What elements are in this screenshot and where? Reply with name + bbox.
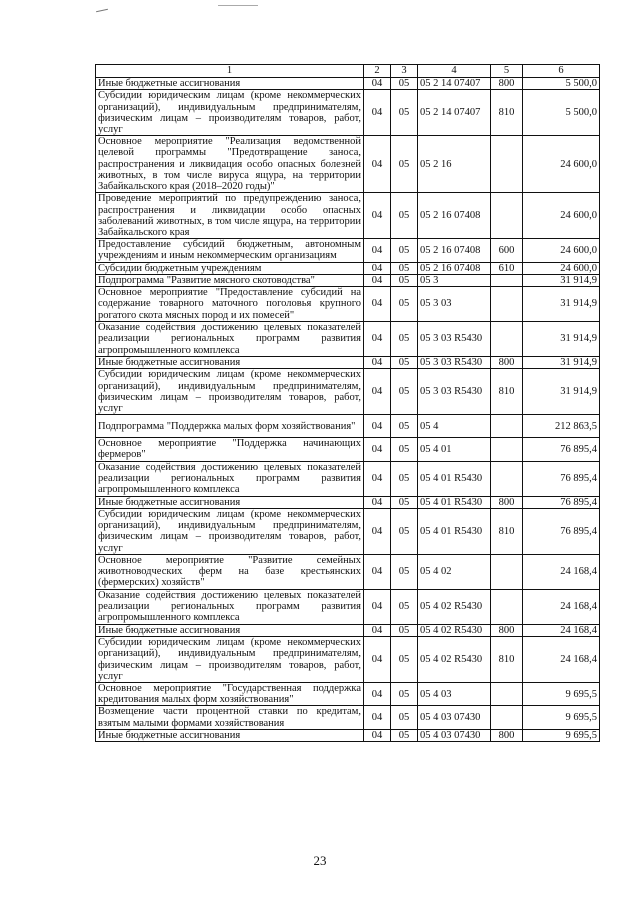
amount-value: 9 695,5 [523,729,600,741]
section-code: 04 [364,262,391,274]
amount-value: 212 863,5 [523,415,600,438]
subsection-code: 05 [391,322,418,357]
row-description: Подпрограмма "Поддержка малых форм хозяйствования" [96,415,364,438]
section-code: 04 [364,683,391,706]
expense-type-code: 610 [491,262,523,274]
column-header: 3 [391,65,418,78]
table-row [96,729,600,741]
budget-table-body [96,65,600,742]
table-row [96,90,600,136]
amount-value: 24 168,4 [523,554,600,589]
table-row [96,624,600,636]
section-code: 04 [364,624,391,636]
row-description: Основное мероприятие "Развитие семейных животноводческих ферм на базе крестьянских (фермерских) хозяйств" [96,554,364,589]
section-code: 04 [364,274,391,286]
table-row [96,262,600,274]
expense-type-code [491,415,523,438]
row-description: Иные бюджетные ассигнования [96,78,364,90]
table-row [96,589,600,624]
expense-type-code: 810 [491,508,523,554]
subsection-code: 05 [391,729,418,741]
row-description: Основное мероприятие "Поддержка начинающих фермеров" [96,438,364,461]
expense-type-code: 810 [491,90,523,136]
section-code: 04 [364,706,391,729]
amount-value: 9 695,5 [523,706,600,729]
row-description: Основное мероприятие "Предоставление субсидий на содержание товарного маточного поголовья крупного рогатого скота мясных пород и их помесей" [96,287,364,322]
section-code: 04 [364,136,391,193]
amount-value: 76 895,4 [523,438,600,461]
expense-type-code [491,193,523,239]
table-row [96,78,600,90]
table-row [96,496,600,508]
section-code: 04 [364,90,391,136]
column-header: 4 [418,65,491,78]
row-description: Субсидии бюджетным учреждениям [96,262,364,274]
subsection-code: 05 [391,438,418,461]
subsection-code: 05 [391,496,418,508]
section-code: 04 [364,369,391,415]
target-article-code: 05 4 03 07430 [418,729,491,741]
subsection-code: 05 [391,274,418,286]
target-article-code: 05 3 03 [418,287,491,322]
row-description: Субсидии юридическим лицам (кроме некоммерческих организаций), индивидуальным предпринимателям, физическим лицам – производителям товаров, работ, услуг [96,369,364,415]
amount-value: 31 914,9 [523,322,600,357]
expense-type-code: 800 [491,357,523,369]
expense-type-code [491,554,523,589]
target-article-code: 05 2 14 07407 [418,78,491,90]
table-row [96,193,600,239]
section-code: 04 [364,589,391,624]
section-code: 04 [364,438,391,461]
subsection-code: 05 [391,239,418,262]
expense-type-code [491,274,523,286]
subsection-code: 05 [391,369,418,415]
row-description: Оказание содействия достижению целевых показателей реализации региональных программ развития агропромышленного комплекса [96,461,364,496]
row-description: Подпрограмма "Развитие мясного скотоводства" [96,274,364,286]
target-article-code: 05 4 01 R5430 [418,496,491,508]
target-article-code: 05 4 01 R5430 [418,461,491,496]
amount-value: 31 914,9 [523,357,600,369]
expense-type-code [491,589,523,624]
column-header: 5 [491,65,523,78]
section-code: 04 [364,508,391,554]
target-article-code: 05 2 16 [418,136,491,193]
subsection-code: 05 [391,554,418,589]
amount-value: 5 500,0 [523,90,600,136]
row-description: Возмещение части процентной ставки по кредитам, взятым малыми формами хозяйствования [96,706,364,729]
table-row [96,683,600,706]
subsection-code: 05 [391,508,418,554]
section-code: 04 [364,554,391,589]
table-row [96,287,600,322]
table-row [96,461,600,496]
section-code: 04 [364,193,391,239]
budget-table [95,64,600,742]
section-code: 04 [364,637,391,683]
scan-artifact [96,9,108,12]
row-description: Иные бюджетные ассигнования [96,624,364,636]
expense-type-code: 810 [491,637,523,683]
table-row [96,637,600,683]
subsection-code: 05 [391,136,418,193]
table-header-row [96,65,600,78]
amount-value: 31 914,9 [523,369,600,415]
amount-value: 24 600,0 [523,193,600,239]
subsection-code: 05 [391,357,418,369]
amount-value: 24 600,0 [523,262,600,274]
target-article-code: 05 4 01 R5430 [418,508,491,554]
subsection-code: 05 [391,193,418,239]
amount-value: 31 914,9 [523,287,600,322]
row-description: Иные бюджетные ассигнования [96,357,364,369]
table-row [96,508,600,554]
target-article-code: 05 3 03 R5430 [418,322,491,357]
column-header: 2 [364,65,391,78]
table-row [96,706,600,729]
amount-value: 76 895,4 [523,508,600,554]
expense-type-code [491,438,523,461]
target-article-code: 05 2 16 07408 [418,239,491,262]
amount-value: 24 168,4 [523,589,600,624]
expense-type-code [491,706,523,729]
expense-type-code: 800 [491,78,523,90]
subsection-code: 05 [391,461,418,496]
row-description: Субсидии юридическим лицам (кроме некоммерческих организаций), индивидуальным предпринимателям, физическим лицам – производителям товаров, работ, услуг [96,637,364,683]
section-code: 04 [364,239,391,262]
target-article-code: 05 3 [418,274,491,286]
table-row [96,438,600,461]
target-article-code: 05 3 03 R5430 [418,357,491,369]
subsection-code: 05 [391,637,418,683]
target-article-code: 05 4 02 [418,554,491,589]
amount-value: 31 914,9 [523,274,600,286]
expense-type-code [491,136,523,193]
column-header: 1 [96,65,364,78]
amount-value: 24 600,0 [523,136,600,193]
subsection-code: 05 [391,415,418,438]
table-row [96,369,600,415]
section-code: 04 [364,287,391,322]
expense-type-code [491,287,523,322]
section-code: 04 [364,322,391,357]
target-article-code: 05 2 16 07408 [418,262,491,274]
expense-type-code: 800 [491,496,523,508]
table-row [96,357,600,369]
amount-value: 24 168,4 [523,637,600,683]
expense-type-code: 800 [491,729,523,741]
target-article-code: 05 4 [418,415,491,438]
section-code: 04 [364,461,391,496]
row-description: Оказание содействия достижению целевых показателей реализации региональных программ развития агропромышленного комплекса [96,322,364,357]
row-description: Проведение мероприятий по предупреждению заноса, распространения и ликвидации особо опасных заболеваний животных, в том числе ящура, на территории Забайкальского края [96,193,364,239]
row-description: Субсидии юридическим лицам (кроме некоммерческих организаций), индивидуальным предпринимателям, физическим лицам – производителям товаров, работ, услуг [96,90,364,136]
section-code: 04 [364,496,391,508]
subsection-code: 05 [391,287,418,322]
subsection-code: 05 [391,624,418,636]
row-description: Предоставление субсидий бюджетным, автономным учреждениям и иным некоммерческим организациям [96,239,364,262]
expense-type-code: 600 [491,239,523,262]
subsection-code: 05 [391,706,418,729]
row-description: Оказание содействия достижению целевых показателей реализации региональных программ развития агропромышленного комплекса [96,589,364,624]
expense-type-code [491,683,523,706]
amount-value: 24 168,4 [523,624,600,636]
target-article-code: 05 4 02 R5430 [418,624,491,636]
target-article-code: 05 4 03 07430 [418,706,491,729]
amount-value: 24 600,0 [523,239,600,262]
section-code: 04 [364,357,391,369]
subsection-code: 05 [391,78,418,90]
column-header: 6 [523,65,600,78]
subsection-code: 05 [391,589,418,624]
target-article-code: 05 3 03 R5430 [418,369,491,415]
section-code: 04 [364,415,391,438]
target-article-code: 05 4 01 [418,438,491,461]
section-code: 04 [364,729,391,741]
amount-value: 9 695,5 [523,683,600,706]
table-row [96,415,600,438]
expense-type-code: 800 [491,624,523,636]
amount-value: 76 895,4 [523,496,600,508]
row-description: Субсидии юридическим лицам (кроме некоммерческих организаций), индивидуальным предпринимателям, физическим лицам – производителям товаров, работ, услуг [96,508,364,554]
target-article-code: 05 2 16 07408 [418,193,491,239]
target-article-code: 05 4 03 [418,683,491,706]
subsection-code: 05 [391,262,418,274]
table-row [96,274,600,286]
row-description: Основное мероприятие "Реализация ведомственной целевой программы "Предотвращение заноса, распространения и ликвидация особо опасных болезней животных, в том числе вируса ящура, на территории Забайкальского края (2018–2020 годы)" [96,136,364,193]
table-row [96,322,600,357]
row-description: Основное мероприятие "Государственная поддержка кредитования малых форм хозяйствования" [96,683,364,706]
subsection-code: 05 [391,683,418,706]
amount-value: 5 500,0 [523,78,600,90]
subsection-code: 05 [391,90,418,136]
scan-artifact [218,5,258,6]
expense-type-code: 810 [491,369,523,415]
expense-type-code [491,322,523,357]
table-row [96,136,600,193]
row-description: Иные бюджетные ассигнования [96,729,364,741]
page-number: 23 [313,853,327,868]
amount-value: 76 895,4 [523,461,600,496]
row-description: Иные бюджетные ассигнования [96,496,364,508]
section-code: 04 [364,78,391,90]
table-row [96,239,600,262]
expense-type-code [491,461,523,496]
table-row [96,554,600,589]
target-article-code: 05 2 14 07407 [418,90,491,136]
target-article-code: 05 4 02 R5430 [418,637,491,683]
target-article-code: 05 4 02 R5430 [418,589,491,624]
